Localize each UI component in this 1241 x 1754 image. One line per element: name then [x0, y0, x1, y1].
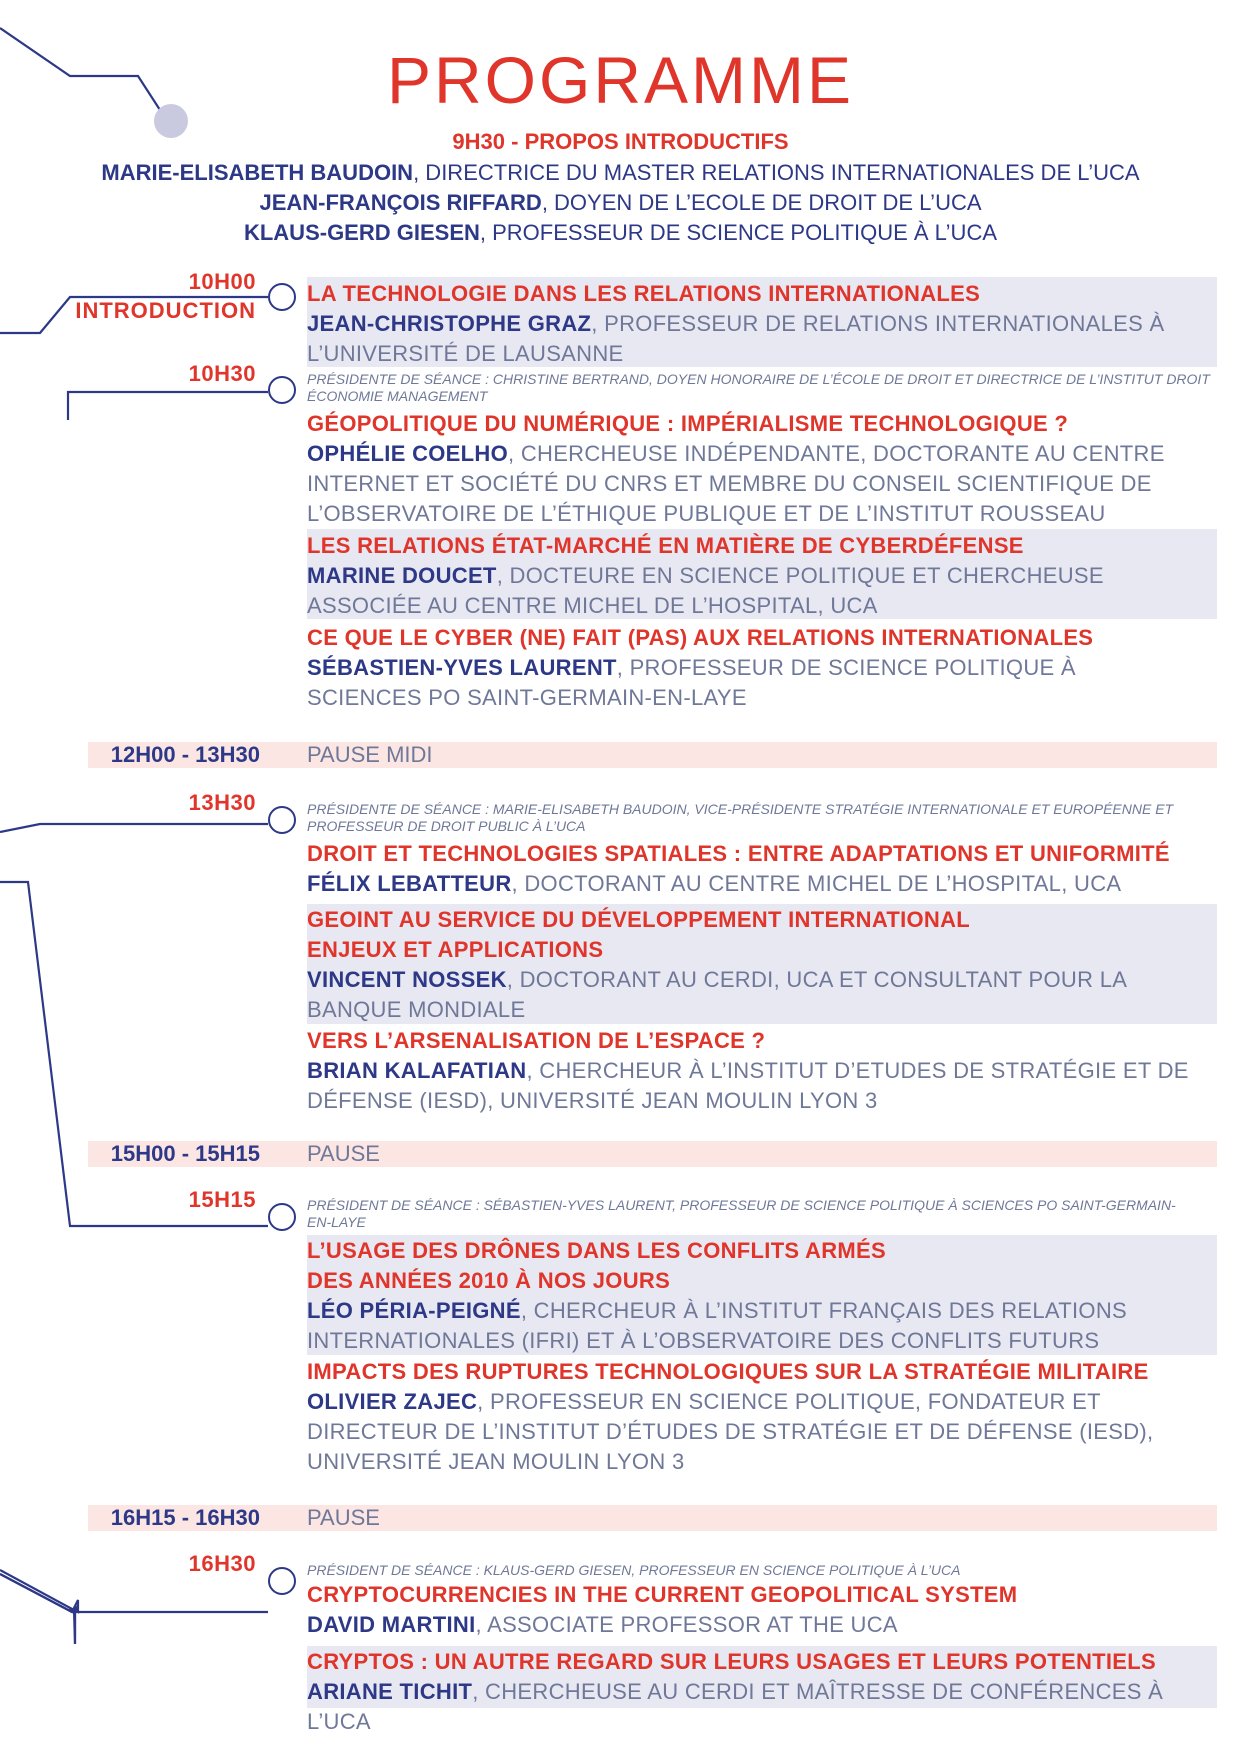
talk-speaker [307, 965, 1217, 995]
speaker-role: , CHERCHEUSE INDÉPENDANTE, DOCTORANTE AU CENTRE [508, 441, 1165, 466]
speaker-role-cont: UNIVERSITÉ JEAN MOULIN LYON 3 [307, 1449, 685, 1474]
break-row [88, 1505, 1217, 1531]
session-chair [307, 1562, 1217, 1579]
talk-title: DROIT ET TECHNOLOGIES SPATIALES : ENTRE ADAPTATIONS ET UNIFORMITÉ [307, 841, 1170, 866]
talk [307, 409, 1217, 529]
chair-line: EN-LAYE [307, 1214, 366, 1230]
speaker-name: BRIAN KALAFATIAN [307, 1058, 527, 1083]
speaker-role: , DOCTORANT AU CENTRE MICHEL DE L’HOSPITAL, UCA [511, 871, 1122, 896]
talk-title: GEOINT AU SERVICE DU DÉVELOPPEMENT INTERNATIONAL [307, 907, 971, 932]
break-label: PAUSE [307, 1505, 380, 1530]
speaker-role-cont: BANQUE MONDIALE [307, 997, 526, 1022]
talk-speaker [307, 439, 1217, 469]
speaker-name: VINCENT NOSSEK [307, 967, 507, 992]
talk [307, 1647, 1217, 1737]
timeline-dot [268, 1203, 296, 1231]
speaker-name: DAVID MARTINI [307, 1612, 476, 1637]
talk-title: LA TECHNOLOGIE DANS LES RELATIONS INTERNATIONALES [307, 281, 981, 306]
speaker-role: , DOCTEURE EN SCIENCE POLITIQUE ET CHERCHEUSE [496, 563, 1104, 588]
speaker-role-cont: L’UNIVERSITÉ DE LAUSANNE [307, 341, 624, 366]
talk [307, 839, 1217, 899]
session-chair [307, 1197, 1217, 1231]
speaker-name: JEAN-CHRISTOPHE GRAZ [307, 311, 592, 336]
timeline-dot [268, 806, 296, 834]
talk [307, 279, 1217, 369]
talk [307, 1236, 1217, 1356]
speaker-role-cont: DIRECTEUR DE L’INSTITUT D’ÉTUDES DE STRATÉGIE ET DE DÉFENSE (IESD), [307, 1419, 1154, 1444]
opening-speaker [0, 188, 1241, 218]
timeline-dot [268, 376, 296, 404]
talk [307, 1580, 1217, 1640]
talk-speaker [307, 1677, 1217, 1737]
speaker-name: ARIANE TICHIT [307, 1679, 473, 1704]
session-time: 16H30 [188, 1551, 256, 1576]
talk-speaker [307, 869, 1217, 899]
session-chair [307, 371, 1217, 405]
deco-line-10h30 [68, 392, 268, 420]
speaker-role-cont: L’OBSERVATOIRE DE L’ÉTHIQUE PUBLIQUE ET DE L’INSTITUT ROUSSEAU [307, 501, 1106, 526]
talk-speaker [307, 561, 1217, 591]
break-label: PAUSE [307, 1141, 380, 1166]
talk-title: IMPACTS DES RUPTURES TECHNOLOGIQUES SUR LA STRATÉGIE MILITAIRE [307, 1359, 1149, 1384]
deco-line-16h30d [0, 1570, 268, 1644]
speaker-role: , CHERCHEUR À L’INSTITUT FRANÇAIS DES RELATIONS [520, 1298, 1127, 1323]
talk [307, 531, 1217, 621]
talk-speaker [307, 1387, 1217, 1417]
speaker-role: , CHERCHEUR À L’INSTITUT D’ETUDES DE STRATÉGIE ET DE [526, 1058, 1189, 1083]
talk [307, 623, 1217, 713]
speaker-name: MARIE-ELISABETH BAUDOIN [101, 160, 414, 185]
deco-line-16h30b [0, 1574, 76, 1612]
speaker-name: KLAUS-GERD GIESEN [243, 220, 480, 245]
speaker-role: , DIRECTRICE DU MASTER RELATIONS INTERNATIONALES DE L’UCA [413, 160, 1140, 185]
speaker-name: LÉO PÉRIA-PEIGNÉ [307, 1298, 521, 1323]
talk-speaker [307, 1296, 1217, 1326]
deco-line-13h30 [0, 824, 268, 832]
talk-title: CRYPTOCURRENCIES IN THE CURRENT GEOPOLITICAL SYSTEM [307, 1582, 1018, 1607]
talk-title: VERS L’ARSENALISATION DE L’ESPACE ? [307, 1028, 766, 1053]
speaker-name: OLIVIER ZAJEC [307, 1389, 478, 1414]
speaker-role-cont: SCIENCES PO SAINT-GERMAIN-EN-LAYE [307, 685, 747, 710]
speaker-name: SÉBASTIEN-YVES LAURENT [307, 655, 617, 680]
speaker-name: JEAN-FRANÇOIS RIFFARD [259, 190, 542, 215]
chair-line: ÉCONOMIE MANAGEMENT [307, 388, 488, 404]
opening-time-label: 9H30 - PROPOS INTRODUCTIFS [452, 129, 789, 154]
speaker-name: FÉLIX LEBATTEUR [307, 871, 512, 896]
talk-title-cont: ENJEUX ET APPLICATIONS [307, 937, 604, 962]
speaker-role: , CHERCHEUSE AU CERDI ET MAÎTRESSE DE CONFÉRENCES À L’UCA [307, 1679, 1164, 1734]
talk [307, 1026, 1217, 1116]
speaker-role-cont: DÉFENSE (IESD), UNIVERSITÉ JEAN MOULIN LYON 3 [307, 1088, 878, 1113]
deco-line-15h15 [0, 882, 268, 1226]
talk-speaker [307, 1056, 1217, 1086]
break-time: 16H15 - 16H30 [110, 1505, 260, 1530]
chair-line: PRÉSIDENTE DE SÉANCE : CHRISTINE BERTRAND, DOYEN HONORAIRE DE L’ÉCOLE DE DROIT ET DIRECTRICE DE L’INSTITUT DROIT [307, 371, 1210, 387]
timeline-dot [268, 1567, 296, 1595]
break-row [88, 1141, 1217, 1167]
speaker-role-cont: INTERNATIONALES (IFRI) ET À L’OBSERVATOIRE DES CONFLITS FUTURS [307, 1328, 1100, 1353]
opening-speaker [0, 218, 1241, 248]
chair-line: PRÉSIDENT DE SÉANCE : KLAUS-GERD GIESEN, PROFESSEUR EN SCIENCE POLITIQUE À L’UCA [307, 1562, 961, 1578]
speaker-role: , ASSOCIATE PROFESSOR AT THE UCA [475, 1612, 898, 1637]
speaker-name: OPHÉLIE COELHO [307, 441, 508, 466]
chair-line: PRÉSIDENT DE SÉANCE : SÉBASTIEN-YVES LAURENT, PROFESSEUR DE SCIENCE POLITIQUE À SCIENCES PO SAINT-GERMAIN- [307, 1197, 1176, 1213]
chair-line: PRÉSIDENTE DE SÉANCE : MARIE-ELISABETH BAUDOIN, VICE-PRÉSIDENTE STRATÉGIE INTERNATIONALE ET EUROPÉENNE ET [307, 801, 1174, 817]
speaker-role: , PROFESSEUR EN SCIENCE POLITIQUE, FONDATEUR ET [477, 1389, 1101, 1414]
session-time: 10H30 [188, 361, 256, 386]
speaker-name: MARINE DOUCET [307, 563, 497, 588]
talk-speaker [307, 653, 1217, 683]
talk [307, 905, 1217, 1025]
session-time: 13H30 [188, 790, 256, 815]
break-label: PAUSE MIDI [307, 742, 433, 767]
speaker-role: , PROFESSEUR DE SCIENCE POLITIQUE À [616, 655, 1076, 680]
speaker-role: , PROFESSEUR DE SCIENCE POLITIQUE À L’UCA [479, 220, 998, 245]
talk-title: GÉOPOLITIQUE DU NUMÉRIQUE : IMPÉRIALISME TECHNOLOGIQUE ? [307, 411, 1069, 436]
speaker-role: , PROFESSEUR DE RELATIONS INTERNATIONALES À [591, 311, 1165, 336]
break-row [88, 742, 1217, 768]
page-title: PROGRAMME [386, 43, 855, 117]
talk-title: CRYPTOS : UN AUTRE REGARD SUR LEURS USAGES ET LEURS POTENTIELS [307, 1649, 1156, 1674]
session-time: 15H15 [188, 1187, 256, 1212]
break-time: 15H00 - 15H15 [110, 1141, 260, 1166]
speaker-role-cont: ASSOCIÉE AU CENTRE MICHEL DE L’HOSPITAL, UCA [307, 593, 878, 618]
opening-speaker [0, 158, 1241, 188]
session-chair [307, 801, 1217, 835]
session-label: INTRODUCTION [75, 298, 256, 323]
talk-title: L’USAGE DES DRÔNES DANS LES CONFLITS ARMÉS [307, 1238, 886, 1263]
talk-title: CE QUE LE CYBER (NE) FAIT (PAS) AUX RELATIONS INTERNATIONALES [307, 625, 1094, 650]
timeline-dot [268, 283, 296, 311]
talk-speaker [307, 309, 1217, 339]
break-time: 12H00 - 13H30 [110, 742, 260, 767]
talk-speaker [307, 1610, 1217, 1640]
session-time: 10H00 [188, 269, 256, 294]
chair-line: PROFESSEUR DE DROIT PUBLIC À L’UCA [307, 818, 586, 834]
speaker-role-cont: INTERNET ET SOCIÉTÉ DU CNRS ET MEMBRE DU CONSEIL SCIENTIFIQUE DE [307, 471, 1152, 496]
talk [307, 1357, 1217, 1477]
talk-title-cont: DES ANNÉES 2010 À NOS JOURS [307, 1268, 671, 1293]
talk-title: LES RELATIONS ÉTAT-MARCHÉ EN MATIÈRE DE CYBERDÉFENSE [307, 533, 1024, 558]
speaker-role: , DOYEN DE L’ECOLE DE DROIT DE L’UCA [541, 190, 982, 215]
speaker-role: , DOCTORANT AU CERDI, UCA ET CONSULTANT POUR LA [506, 967, 1128, 992]
